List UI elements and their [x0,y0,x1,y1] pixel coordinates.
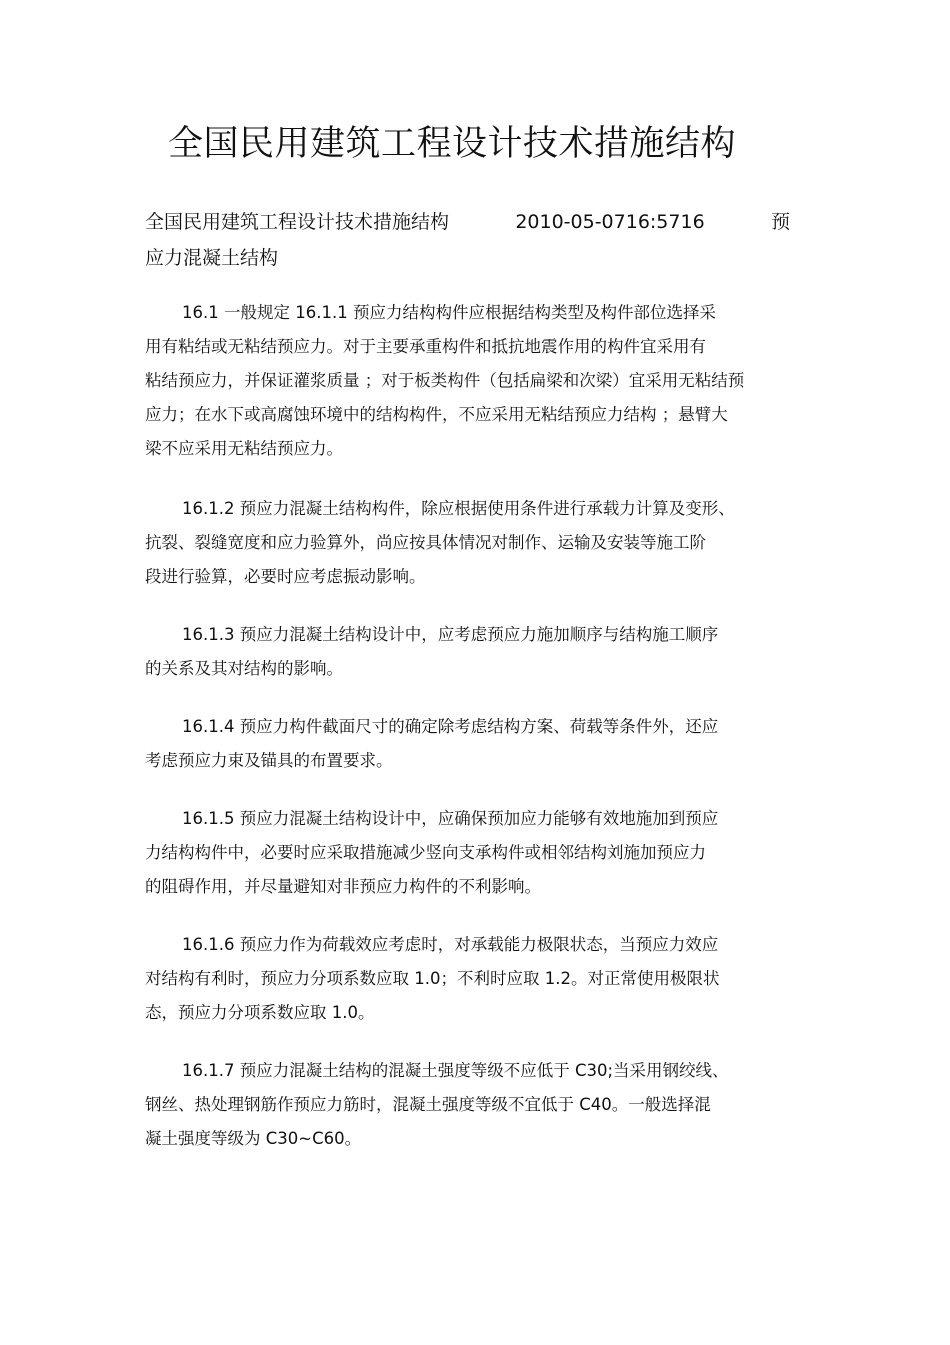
paragraph-line: 力结构构件中，必要时应采取措施减少竖向支承构件或相邻结构刘施加预应力 [145,843,706,862]
document-title: 全国民用建筑工程设计技术措施结构 [168,124,737,164]
paragraph-16-1-7 [145,1054,805,1156]
paragraph-line: 抗裂、裂缝宽度和应力验算外，尚应按具体情况对制作、运输及安装等施工阶 [145,533,706,552]
paragraph-line: 凝土强度等级为 C30~C60。 [145,1129,362,1148]
paragraph-line: 钢丝、热处理钢筋作预应力筋时，混凝土强度等级不宜低于 C40。一般选择混 [145,1095,711,1114]
meta-line [145,204,790,240]
paragraph-line: 应力；在水下或高腐蚀环境中的结构构件，不应采用无粘结预应力结构 ；悬臂大 [145,405,728,424]
document-meta [145,204,790,276]
paragraph-line: 的关系及其对结构的影响。 [145,659,343,678]
meta-source: 全国民用建筑工程设计技术措施结构 [145,211,450,233]
meta-datetime: 2010-05-0716:5716 [515,211,705,233]
paragraph-line: 16.1.6 预应力作为荷载效应考虑时，对承载能力极限状态，当预应力效应 [182,935,719,954]
paragraph-line: 考虑预应力束及锚具的布置要求。 [145,751,393,770]
paragraph-line: 16.1.3 预应力混凝土结构设计中，应考虑预应力施加顺序与结构施工顺序 [182,625,719,644]
paragraph-line: 16.1 一般规定 16.1.1 预应力结构构件应根据结构类型及构件部位选择采 [182,303,716,322]
paragraph-line: 用有粘结或无粘结预应力。对于主要承重构件和抵抗地震作用的构件宜采用有 [145,337,706,356]
paragraph-line: 16.1.7 预应力混凝土结构的混凝土强度等级不应低于 C30;当采用钢绞线、 [182,1061,729,1080]
paragraph-line: 的阻碍作用，并尽量避知对非预应力构件的不利影响。 [145,877,541,896]
paragraph-16-1-6 [145,928,805,1030]
paragraph-line: 对结构有利时，预应力分项系数应取 1.0；不利时应取 1.2。对正常使用极限状 [145,969,720,988]
paragraph-line: 态，预应力分项系数应取 1.0。 [145,1003,375,1022]
paragraph-line: 16.1.2 预应力混凝土结构构件，除应根据使用条件进行承载力计算及变形、 [182,499,735,518]
paragraph-line: 梁不应采用无粘结预应力。 [145,439,343,458]
paragraph-line: 粘结预应力，并保证灌浆质量 ；对于板类构件（包括扁梁和次梁）宜采用无粘结预 [145,371,745,390]
paragraph-16-1-2 [145,492,805,594]
paragraph-16-1-5 [145,802,805,904]
paragraph-line: 16.1.5 预应力混凝土结构设计中，应确保预加应力能够有效地施加到预应 [182,809,719,828]
meta-section-start: 预 [770,211,790,233]
paragraph-line: 16.1.4 预应力构件截面尺寸的确定除考虑结构方案、荷载等条件外，还应 [182,717,719,736]
paragraph-16-1-3 [145,618,805,686]
paragraph-16-1-1 [145,296,805,466]
paragraph-16-1-4 [145,710,805,778]
paragraph-line: 段进行验算，必要时应考虑振动影响。 [145,567,426,586]
meta-section-line: 应力混凝土结构 [145,247,279,269]
